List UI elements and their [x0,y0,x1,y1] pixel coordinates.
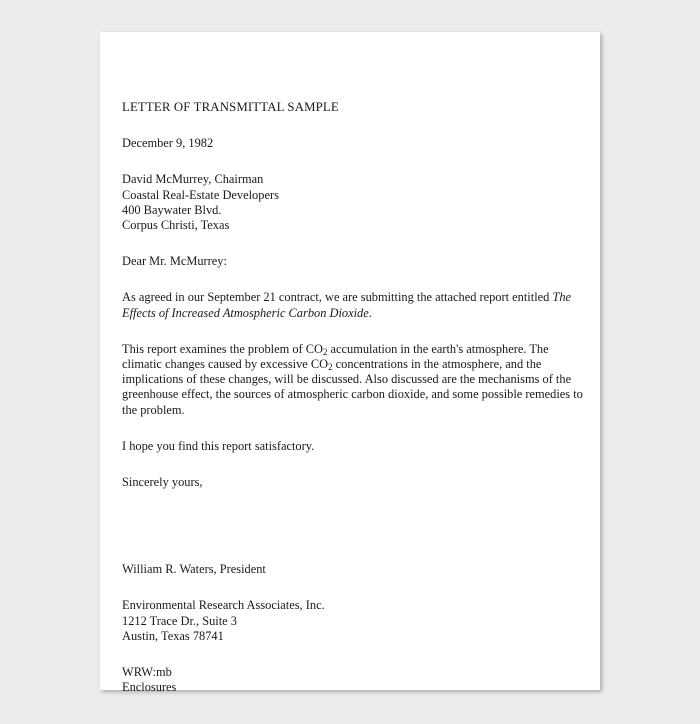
recipient-city-state: Corpus Christi, Texas [122,218,230,233]
report-title: The Effects of Increased Atmospheric Carbon Dioxide [122,290,572,320]
paragraph-summary [122,342,584,418]
complimentary-close [122,475,584,490]
document-page [100,32,600,695]
salutation-line: Dear Mr. McMurrey: [122,254,227,269]
recipient-address-block [122,172,584,233]
paragraph-closing-remark: I hope you find this report satisfactory. [122,438,315,453]
recipient-street: 400 Baywater Blvd. [122,202,222,217]
recipient-company: Coastal Real-Estate Developers [122,187,279,202]
summary-segment-1: This report examines the problem of CO [122,341,323,356]
page-title: LETTER OF TRANSMITTAL SAMPLE [122,100,339,114]
paragraph-intro-lead: As agreed in our September 21 contract, we are submitting the attached report entitled [122,290,553,305]
typist-initials: WRW:mb [122,665,172,680]
co2-subscript-second: 2 [328,361,333,372]
recipient-name-title: David McMurrey, Chairman [122,172,264,187]
co2-subscript-first: 2 [322,346,328,357]
date-line: December 9, 1982 [122,136,214,151]
salutation [122,254,584,269]
paragraph-intro-trail: . [368,305,372,320]
signer-name-title: William R. Waters, President [122,562,266,577]
paragraph-intro [122,290,584,320]
sender-address-block [122,598,584,644]
signature-space [122,511,584,562]
signer-block [122,562,584,577]
letter-date [122,136,584,151]
reference-notations [122,665,584,695]
summary-segment-2: accumulation in the earth's atmosphere. The climatic changes caused by excessive CO [122,341,549,372]
closing-line: Sincerely yours, [122,475,203,490]
sender-city-state-zip: Austin, Texas 78741 [122,628,224,643]
enclosures-notation: Enclosures [122,680,177,695]
sender-company: Environmental Research Associates, Inc. [122,598,325,613]
sender-street: 1212 Trace Dr., Suite 3 [122,613,237,628]
summary-segment-3: concentrations in the atmosphere, and the implications of these changes, will be discussed. Also discussed are the mechanisms of the greenhouse effect, the sources of atmospheric carbon dioxide, and some possible remedies to the problem. [122,357,583,417]
letter-content [122,100,584,716]
